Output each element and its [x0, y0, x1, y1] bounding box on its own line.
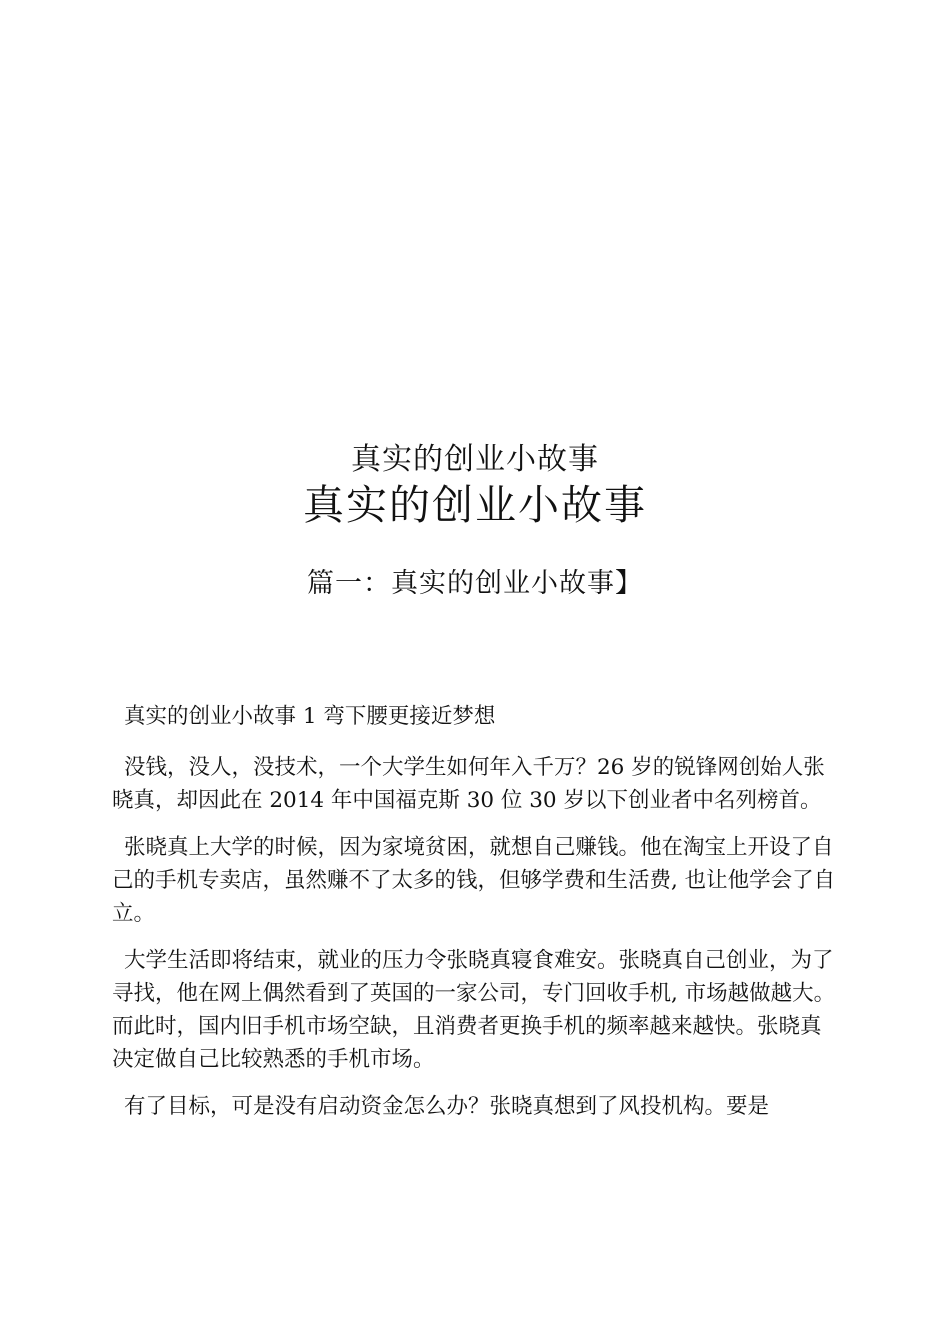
section-heading: 篇一：真实的创业小故事】 — [307, 568, 643, 599]
story-heading: 真实的创业小故事 1 弯下腰更接近梦想 — [124, 704, 496, 729]
document-body — [112, 700, 842, 1137]
document-title-large: 真实的创业小故事 — [303, 481, 647, 529]
paragraph-2: 张晓真上大学的时候，因为家境贫困，就想自己赚钱。他在淘宝上开设了自己的手机专卖店，虽然赚不了太多的钱，但够学费和生活费, 也让他学会了自立。 — [112, 835, 836, 926]
paragraph-1: 没钱，没人，没技术，一个大学生如何年入千万？26 岁的锐锋网创始人张晓真，却因此在 2014 年中国福克斯 30 位 30 岁以下创业者中名列榜首。 — [112, 755, 825, 813]
document-title-small: 真实的创业小故事 — [351, 442, 599, 477]
paragraph-4: 有了目标，可是没有启动资金怎么办？张晓真想到了风投机构。要是 — [124, 1094, 770, 1119]
paragraph-3: 大学生活即将结束，就业的压力令张晓真寝食难安。张晓真自己创业，为了寻找，他在网上偶然看到了英国的一家公司，专门回收手机, 市场越做越大。而此时，国内旧手机市场空缺，且消费者更换手机的频率越来越快。张晓真决定做自己比较熟悉的手机市场。 — [112, 948, 836, 1072]
